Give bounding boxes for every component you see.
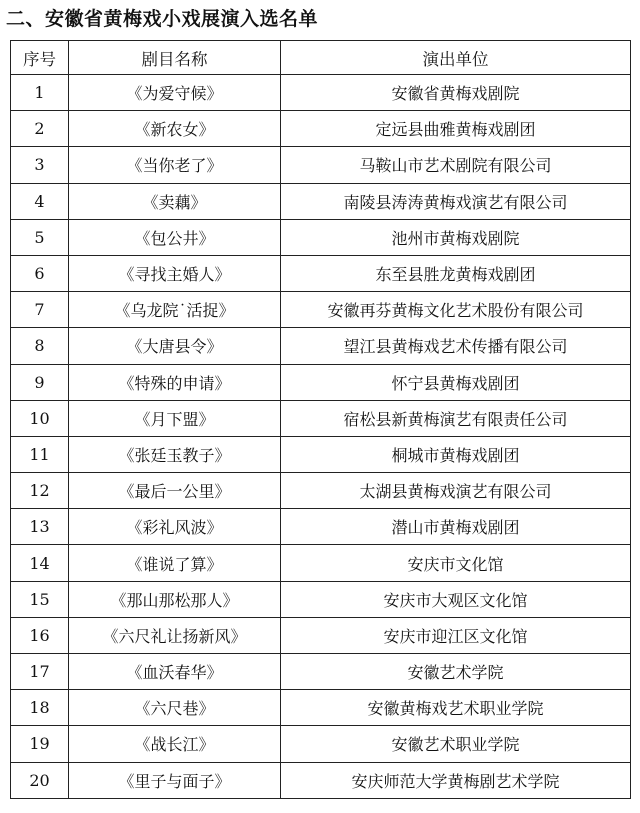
row-title: 《特殊的申请》 — [69, 364, 281, 400]
table-row — [11, 509, 631, 545]
row-number: 15 — [11, 581, 69, 617]
row-unit: 马鞍山市艺术剧院有限公司 — [281, 147, 631, 183]
row-title: 《彩礼风波》 — [69, 509, 281, 545]
row-title: 《谁说了算》 — [69, 545, 281, 581]
row-unit: 定远县曲雅黄梅戏剧团 — [281, 111, 631, 147]
header-number: 序号 — [11, 41, 69, 75]
table-row — [11, 292, 631, 328]
row-unit: 太湖县黄梅戏演艺有限公司 — [281, 473, 631, 509]
table-row — [11, 762, 631, 798]
table-row — [11, 328, 631, 364]
row-unit: 安庆市文化馆 — [281, 545, 631, 581]
table-row — [11, 473, 631, 509]
table-row — [11, 654, 631, 690]
row-title: 《六尺礼让扬新风》 — [69, 617, 281, 653]
row-number: 12 — [11, 473, 69, 509]
row-unit: 潜山市黄梅戏剧团 — [281, 509, 631, 545]
row-number: 11 — [11, 436, 69, 472]
row-unit: 安庆市大观区文化馆 — [281, 581, 631, 617]
row-unit: 安徽黄梅戏艺术职业学院 — [281, 690, 631, 726]
row-title: 《最后一公里》 — [69, 473, 281, 509]
row-number: 4 — [11, 183, 69, 219]
table-row — [11, 219, 631, 255]
row-title: 《新农女》 — [69, 111, 281, 147]
row-unit: 安庆师范大学黄梅剧艺术学院 — [281, 762, 631, 798]
row-unit: 桐城市黄梅戏剧团 — [281, 436, 631, 472]
row-number: 1 — [11, 75, 69, 111]
row-title: 《包公井》 — [69, 219, 281, 255]
row-number: 9 — [11, 364, 69, 400]
row-unit: 安庆市迎江区文化馆 — [281, 617, 631, 653]
row-number: 14 — [11, 545, 69, 581]
row-unit: 池州市黄梅戏剧院 — [281, 219, 631, 255]
table-row — [11, 617, 631, 653]
header-unit: 演出单位 — [281, 41, 631, 75]
row-unit: 安徽再芬黄梅文化艺术股份有限公司 — [281, 292, 631, 328]
row-unit: 宿松县新黄梅演艺有限责任公司 — [281, 400, 631, 436]
header-title: 剧目名称 — [69, 41, 281, 75]
row-number: 7 — [11, 292, 69, 328]
row-title: 《血沃春华》 — [69, 654, 281, 690]
table-row — [11, 436, 631, 472]
row-unit: 怀宁县黄梅戏剧团 — [281, 364, 631, 400]
row-title: 《张廷玉教子》 — [69, 436, 281, 472]
table-row — [11, 690, 631, 726]
row-number: 8 — [11, 328, 69, 364]
row-number: 10 — [11, 400, 69, 436]
row-number: 19 — [11, 726, 69, 762]
row-title: 《月下盟》 — [69, 400, 281, 436]
row-number: 2 — [11, 111, 69, 147]
row-number: 5 — [11, 219, 69, 255]
row-number: 17 — [11, 654, 69, 690]
row-title: 《六尺巷》 — [69, 690, 281, 726]
selection-table — [10, 40, 631, 799]
row-unit: 东至县胜龙黄梅戏剧团 — [281, 255, 631, 291]
row-unit: 望江县黄梅戏艺术传播有限公司 — [281, 328, 631, 364]
table-row — [11, 726, 631, 762]
table-row — [11, 147, 631, 183]
row-number: 20 — [11, 762, 69, 798]
row-unit: 安徽省黄梅戏剧院 — [281, 75, 631, 111]
row-number: 18 — [11, 690, 69, 726]
row-title: 《为爱守候》 — [69, 75, 281, 111]
row-title: 《乌龙院˙活捉》 — [69, 292, 281, 328]
table-row — [11, 183, 631, 219]
row-title: 《寻找主婚人》 — [69, 255, 281, 291]
table-row — [11, 75, 631, 111]
row-unit: 安徽艺术职业学院 — [281, 726, 631, 762]
row-title: 《卖藕》 — [69, 183, 281, 219]
row-title: 《那山那松那人》 — [69, 581, 281, 617]
table-row — [11, 111, 631, 147]
row-unit: 安徽艺术学院 — [281, 654, 631, 690]
table-row — [11, 364, 631, 400]
row-title: 《里子与面子》 — [69, 762, 281, 798]
row-number: 16 — [11, 617, 69, 653]
row-number: 13 — [11, 509, 69, 545]
row-title: 《当你老了》 — [69, 147, 281, 183]
table-header-row — [11, 41, 631, 75]
table-row — [11, 581, 631, 617]
row-number: 3 — [11, 147, 69, 183]
row-number: 6 — [11, 255, 69, 291]
row-unit: 南陵县涛涛黄梅戏演艺有限公司 — [281, 183, 631, 219]
table-row — [11, 545, 631, 581]
table-row — [11, 400, 631, 436]
table-row — [11, 255, 631, 291]
page-heading: 二、安徽省黄梅戏小戏展演入选名单 — [6, 8, 319, 30]
row-title: 《战长江》 — [69, 726, 281, 762]
row-title: 《大唐县令》 — [69, 328, 281, 364]
